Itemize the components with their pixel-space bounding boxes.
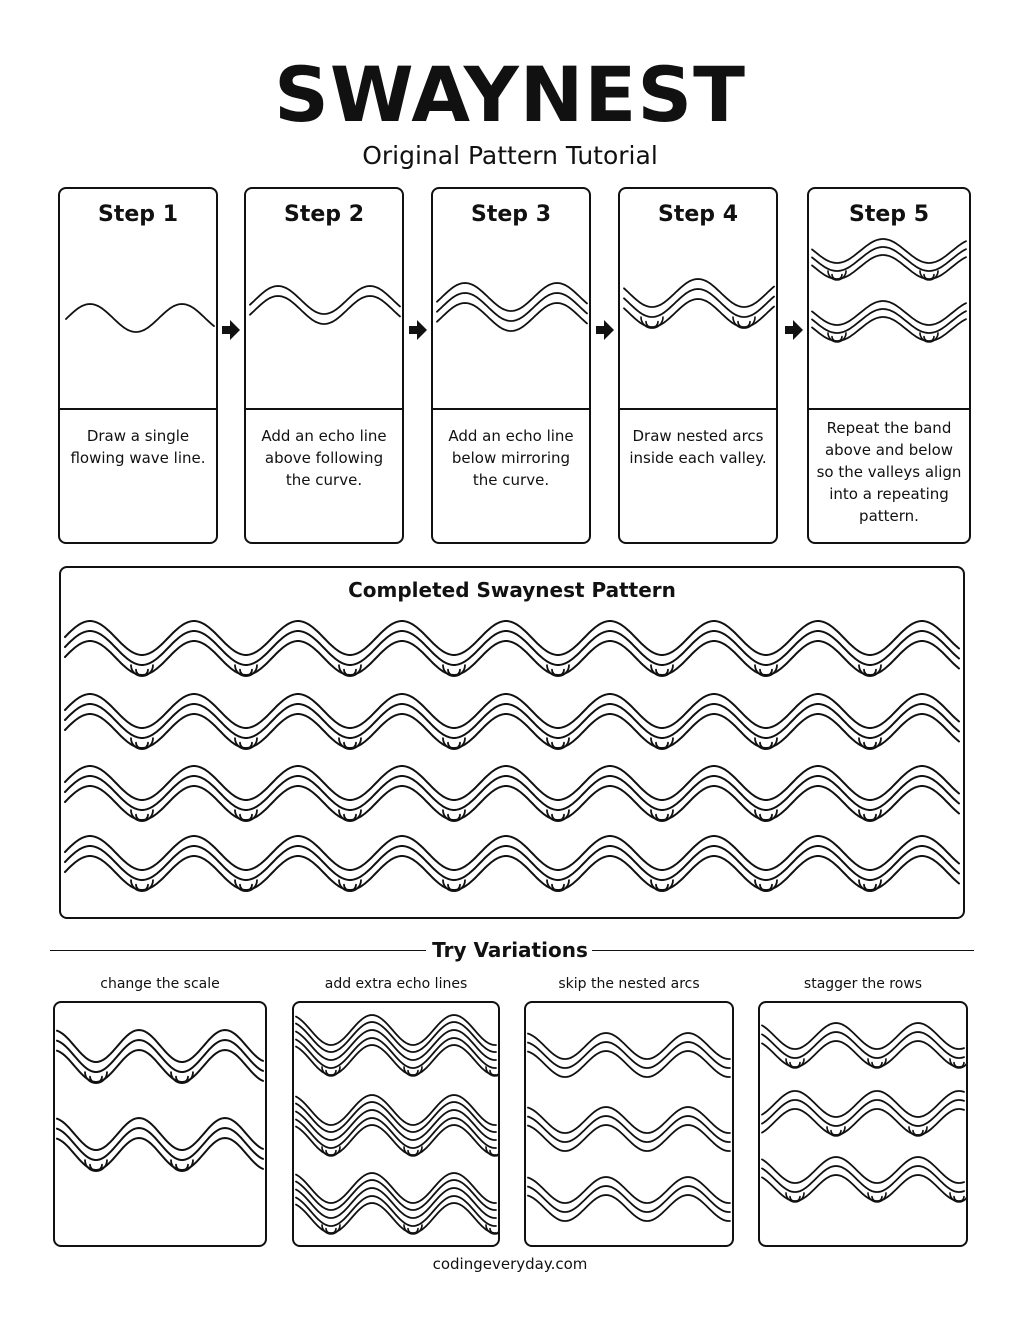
variation-skip-arcs-illustration (526, 1003, 732, 1245)
echo-wave-line (624, 289, 774, 317)
echo-wave-line (762, 1091, 964, 1117)
echo-wave-line (437, 283, 587, 311)
variation-label: change the scale (100, 976, 220, 992)
echo-wave-line (65, 856, 959, 890)
footer-credit: codingeveryday.com (432, 1255, 588, 1273)
echo-wave-line (528, 1125, 730, 1151)
echo-wave-line (762, 1041, 964, 1067)
echo-wave-line (57, 1030, 263, 1062)
step-instruction: Draw nested arcs inside each valley. (629, 427, 767, 467)
variation-card-extra-echo (292, 1001, 500, 1247)
step-3-illustration (433, 235, 589, 405)
step-divider (246, 408, 402, 410)
echo-wave-line (762, 1157, 964, 1183)
variation-label: skip the nested arcs (558, 976, 700, 992)
step-instruction: Draw a single flowing wave line. (70, 427, 206, 467)
step-heading: Step 5 (849, 202, 929, 227)
variation-card-scale (53, 1001, 267, 1247)
variation-card-skip-arcs (524, 1001, 734, 1247)
step-heading: Step 3 (471, 202, 551, 227)
step-card-2 (244, 187, 404, 544)
echo-wave-line (812, 301, 966, 325)
completed-pattern-panel (59, 566, 965, 919)
step-instruction: Add an echo line below mirroring the curve. (448, 427, 574, 489)
echo-wave-line (812, 239, 966, 263)
echo-wave-line (65, 766, 959, 800)
echo-wave-line (437, 303, 587, 331)
echo-wave-line (65, 776, 959, 810)
wave-line (66, 304, 214, 332)
variation-label: add extra echo lines (324, 976, 468, 992)
arrow-right-icon (595, 319, 615, 341)
echo-wave-line (762, 1100, 964, 1126)
variation-card-stagger (758, 1001, 968, 1247)
completed-pattern-illustration (63, 608, 961, 914)
arrow-right-icon (221, 319, 241, 341)
step-heading: Step 4 (658, 202, 738, 227)
echo-wave-line (250, 296, 400, 324)
variation-label: stagger the rows (803, 976, 923, 992)
echo-wave-line (762, 1032, 964, 1058)
step-divider (60, 408, 216, 410)
variations-title: Try Variations (432, 938, 588, 962)
echo-wave-line (65, 641, 959, 675)
arrow-right-icon (408, 319, 428, 341)
variation-scale-illustration (55, 1003, 265, 1245)
echo-wave-line (65, 631, 959, 665)
variation-extra-echo-illustration (294, 1003, 498, 1245)
step-card-1 (58, 187, 218, 544)
echo-wave-line (528, 1195, 730, 1221)
step-5-illustration (809, 235, 969, 405)
step-2-illustration (246, 235, 402, 405)
step-card-5 (807, 187, 971, 544)
step-divider (433, 408, 589, 410)
step-1-illustration (60, 235, 216, 405)
echo-wave-line (762, 1166, 964, 1192)
step-heading: Step 2 (284, 202, 364, 227)
echo-wave-line (65, 836, 959, 870)
step-divider (620, 408, 776, 410)
echo-wave-line (624, 279, 774, 307)
page-subtitle: Original Pattern Tutorial (362, 141, 658, 170)
step-divider (809, 408, 969, 410)
step-card-4 (618, 187, 778, 544)
echo-wave-line (65, 694, 959, 728)
completed-pattern-title: Completed Swaynest Pattern (348, 578, 676, 602)
echo-wave-line (65, 714, 959, 748)
echo-wave-line (65, 621, 959, 655)
echo-wave-line (762, 1109, 964, 1135)
step-4-illustration (620, 235, 776, 405)
step-instruction: Repeat the band above and below so the valleys align into a repeating pattern. (816, 419, 962, 525)
page-title: SWAYNEST (274, 50, 746, 139)
echo-wave-line (437, 293, 587, 321)
step-card-3 (431, 187, 591, 544)
echo-wave-line (57, 1118, 263, 1150)
echo-wave-line (528, 1051, 730, 1077)
echo-wave-line (250, 286, 400, 314)
echo-wave-line (65, 704, 959, 738)
variation-stagger-illustration (760, 1003, 966, 1245)
arrow-right-icon (784, 319, 804, 341)
echo-wave-line (762, 1175, 964, 1201)
step-instruction: Add an echo line above following the curve. (261, 427, 387, 489)
echo-wave-line (65, 786, 959, 820)
echo-wave-line (65, 846, 959, 880)
step-heading: Step 1 (98, 202, 178, 227)
echo-wave-line (762, 1023, 964, 1049)
